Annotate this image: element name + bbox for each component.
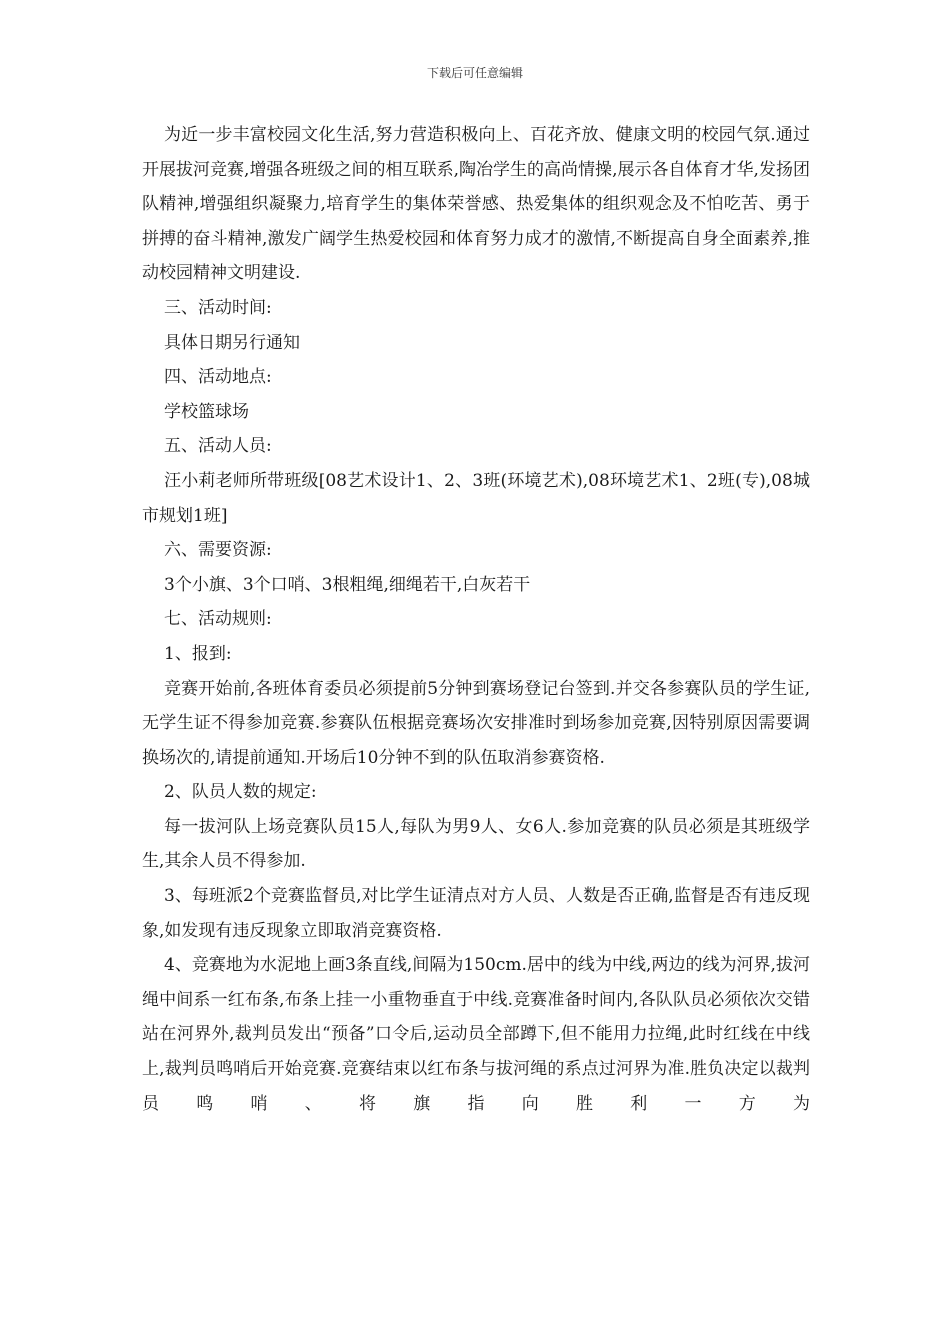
page-header: 下载后可任意编辑 xyxy=(426,66,523,80)
heading-activity-time: 三、活动时间: xyxy=(164,297,272,318)
paragraph-activity-participants: 汪小莉老师所带班级[08艺术设计1、2、3班(环境艺术),08环境艺术1、2班(专),08城市规划1班] xyxy=(142,470,810,526)
paragraph-activity-location: 学校篮球场 xyxy=(164,401,249,422)
heading-rule-1: 1、报到: xyxy=(164,643,232,664)
document-body xyxy=(142,118,810,1121)
heading-activity-rules: 七、活动规则: xyxy=(164,609,272,630)
heading-activity-location: 四、活动地点: xyxy=(164,367,272,388)
paragraph-intro: 为近一步丰富校园文化生活,努力营造积极向上、百花齐放、健康文明的校园气氛.通过开展拔河竞赛,增强各班级之间的相互联系,陶冶学生的高尚情操,展示各自体育才华,发扬团队精神,增强组织凝聚力,培育学生的集体荣誉感、热爱集体的组织观念及不怕吃苦、勇于拼搏的奋斗精神,激发广阔学生热爱校园和体育努力成才的激情,不断提高自身全面素养,推动校园精神文明建设. xyxy=(142,125,810,284)
paragraph-activity-time: 具体日期另行通知 xyxy=(164,332,300,353)
heading-rule-2: 2、队员人数的规定: xyxy=(164,782,317,803)
heading-activity-participants: 五、活动人员: xyxy=(164,436,272,457)
paragraph-rule-2: 每一拔河队上场竞赛队员15人,每队为男9人、女6人.参加竞赛的队员必须是其班级学生,其余人员不得参加. xyxy=(142,816,810,872)
paragraph-required-resources: 3个小旗、3个口哨、3根粗绳,细绳若干,白灰若干 xyxy=(164,574,531,595)
paragraph-rule-3: 3、每班派2个竞赛监督员,对比学生证清点对方人员、人数是否正确,监督是否有违反现象,如发现有违反现象立即取消竞赛资格. xyxy=(142,886,810,941)
paragraph-rule-4: 4、竞赛地为水泥地上画3条直线,间隔为150cm.居中的线为中线,两边的线为河界,拔河绳中间系一红布条,布条上挂一小重物垂直于中线.竞赛准备时间内,各队队员必须依次交错站在河界外,裁判员发出“预备”口令后,运动员全部蹲下,但不能用力拉绳,此时红线在中线上,裁判员鸣哨后开始竞赛.竞赛结束以红布条与拔河绳的系点过河界为准.胜负决定以裁判员鸣哨、将旗指向胜利一方为 xyxy=(142,955,810,1114)
paragraph-rule-1: 竞赛开始前,各班体育委员必须提前5分钟到赛场登记台签到.并交各参赛队员的学生证,无学生证不得参加竞赛.参赛队伍根据竞赛场次安排准时到场参加竞赛,因特别原因需要调换场次的,请提前通知.开场后10分钟不到的队伍取消参赛资格. xyxy=(142,678,810,768)
heading-required-resources: 六、需要资源: xyxy=(164,540,272,561)
